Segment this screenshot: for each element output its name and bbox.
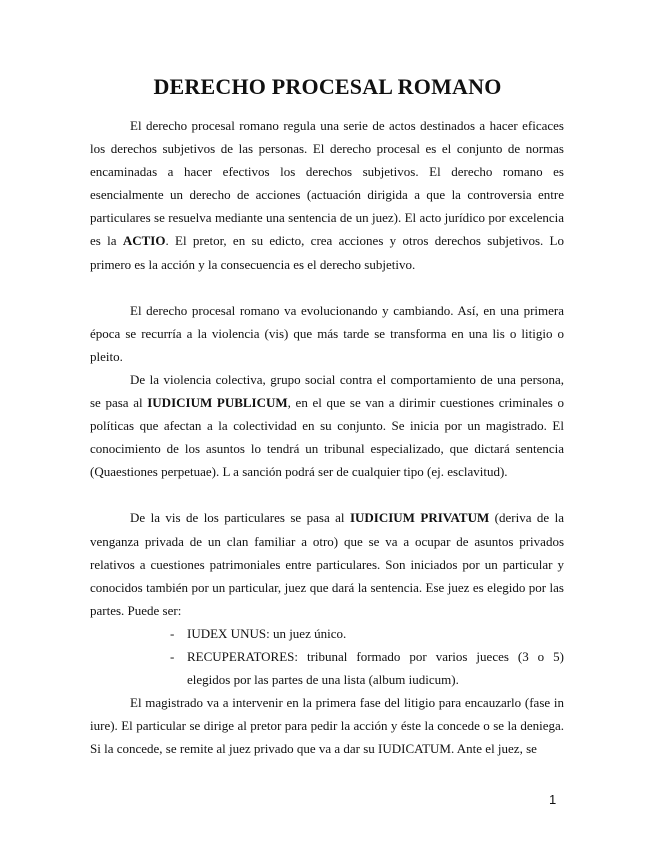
list-dash: - — [170, 648, 175, 664]
judge-types-list — [90, 622, 564, 691]
paragraph-3 — [90, 368, 564, 483]
paragraph-4 — [90, 506, 564, 621]
list-item — [90, 645, 564, 691]
list-dash: - — [170, 625, 175, 641]
document-body — [90, 114, 564, 760]
paragraph-4-text-c: (deriva de la venganza privada de un clan familiar a otro) que se va a ocupar de asuntos privados relativos a cuestiones patrimoniales entre particulares. Son iniciados por un particular y conocidos también por un particular, juez que dará la sentencia. Ese juez es elegido por las partes. Puede ser: — [90, 510, 564, 618]
paragraph-1 — [90, 114, 564, 276]
list-item — [90, 622, 564, 645]
page-title: DERECHO PROCESAL ROMANO — [153, 74, 502, 99]
paragraph-3-text-a: De la violencia colectiva, grupo social contra el comportamiento de una persona, se pasa al — [90, 371, 564, 411]
paragraph-3-text-c: , en el que se van a dirimir cuestiones criminales o políticas que afectan a la colectividad en su conjunto. Se inicia por un magistrado. El conocimiento de los asuntos lo tendrá un tribunal especializado, que dictará sentencia (Quaestiones perpetuae). L a sanción podrá ser de cualquier tipo (ej. esclavitud). — [90, 395, 564, 480]
paragraph-5: El magistrado va a intervenir en la primera fase del litigio para encauzarlo (fase in iure). El particular se dirige al pretor para pedir la acción y éste la concede o se la deniega. Si la concede, se remite al juez privado que va a dar su IUDICATUM. Ante el juez, se — [90, 695, 564, 757]
paragraph-2: El derecho procesal romano va evolucionando y cambiando. Así, en una primera época se recurría a la violencia (vis) que más tarde se transforma en una lis o litigio o pleito. — [90, 302, 564, 364]
list-item-text: IUDEX UNUS: un juez único. — [187, 625, 347, 641]
term-iudicium-privatum: IUDICIUM PRIVATUM — [349, 510, 490, 526]
term-iudicium-publicum: IUDICIUM PUBLICUM — [147, 395, 288, 411]
term-actio: ACTIO — [122, 233, 166, 249]
paragraph-1-text-a: El derecho procesal romano regula una serie de actos destinados a hacer eficaces los derechos subjetivos de las personas. El derecho procesal es el conjunto de normas encaminadas a hacer efectivos los derechos subjetivos. El derecho romano es esencialmente un derecho de acciones (actuación dirigida a que la controversia entre particulares se resuelva mediante una sentencia de un juez). El acto jurídico por excelencia es la — [90, 118, 564, 249]
page-number: 1 — [549, 792, 557, 807]
paragraph-4-text-a: De la vis de los particulares se pasa al — [130, 510, 350, 526]
paragraph-1-text-c: . El pretor, en su edicto, crea acciones y otros derechos subjetivos. Lo primero es la acción y la consecuencia es el derecho subjetivo. — [90, 233, 565, 272]
list-item-text: RECUPERATORES: tribunal formado por varios jueces (3 o 5) elegidos por las partes de una lista (album iudicum). — [187, 648, 564, 688]
